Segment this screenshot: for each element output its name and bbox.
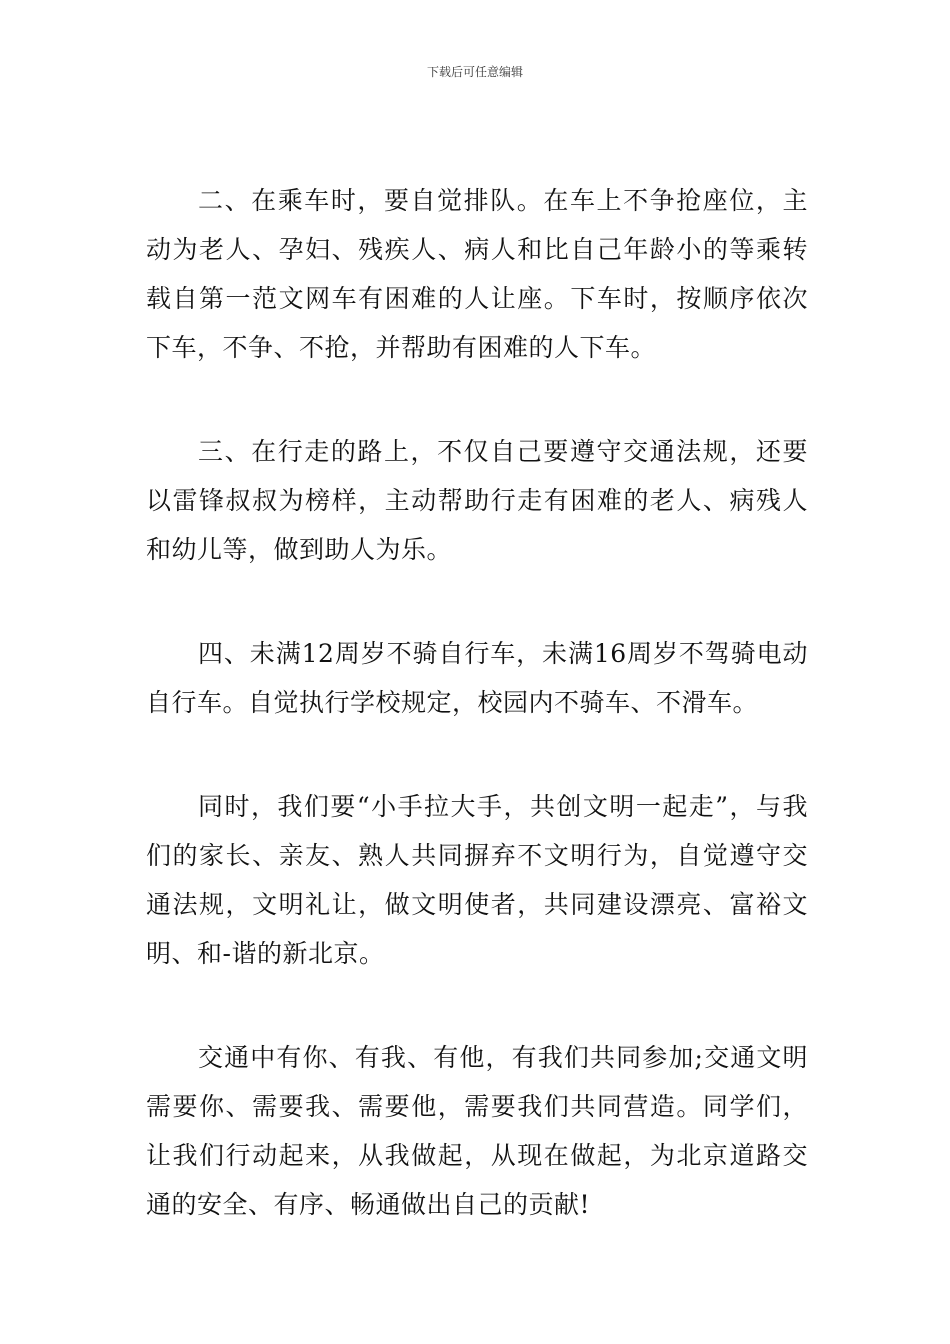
- paragraph-closing: 交通中有你、有我、有他，有我们共同参加;交通文明需要你、需要我、需要他，需要我们共同营造。同学们，让我们行动起来，从我做起，从现在做起，为北京道路交通的安全、有序、畅通做出自己的贡献!: [146, 1043, 808, 1219]
- paragraph-4: 四、未满12周岁不骑自行车，未满16周岁不驾骑电动自行车。自觉执行学校规定，校园内不骑车、不滑车。: [146, 639, 808, 717]
- paragraph-together: 同时，我们要“小手拉大手，共创文明一起走”，与我们的家长、亲友、熟人共同摒弃不文明行为，自觉遵守交通法规，文明礼让，做文明使者，共同建设漂亮、富裕文明、和-谐的新北京。: [146, 792, 808, 968]
- paragraph-3: 三、在行走的路上，不仅自己要遵守交通法规，还要以雷锋叔叔为榜样，主动帮助行走有困难的老人、病残人和幼儿等，做到助人为乐。: [146, 437, 808, 564]
- header-note: 下载后可任意编辑: [426, 65, 523, 79]
- paragraph-2: 二、在乘车时，要自觉排队。在车上不争抢座位，主动为老人、孕妇、残疾人、病人和比自己年龄小的等乘转载自第一范文网车有困难的人让座。下车时，按顺序依次下车，不争、不抢，并帮助有困难的人下车。: [146, 186, 808, 362]
- document-body: [146, 176, 808, 1284]
